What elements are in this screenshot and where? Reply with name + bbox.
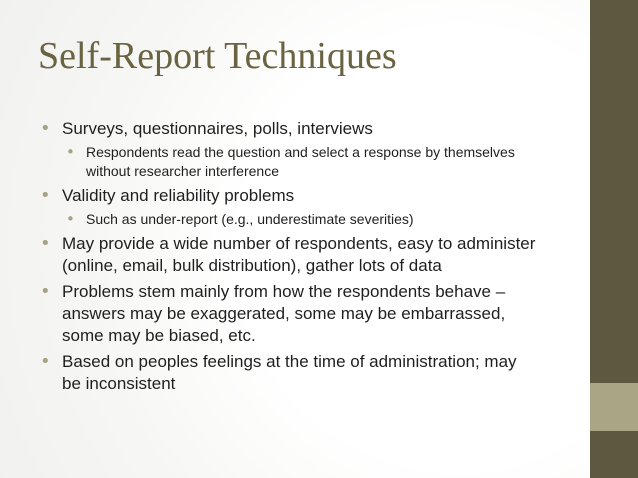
bullet-text: Problems stem mainly from how the respondents behave – answers may be exaggerated, some may be embarrassed, some may be biased, etc. [62, 282, 506, 345]
bullet-text: Validity and reliability problems [62, 186, 295, 205]
bullet-item-problems [40, 281, 540, 347]
bullet-item-respondents-wide [40, 233, 540, 277]
bullet-marker-icon: • [40, 281, 51, 302]
bullet-item-validity [40, 185, 540, 207]
slide-title: Self-Report Techniques [38, 35, 397, 77]
bullet-item-surveys [40, 118, 540, 140]
bullet-text: Surveys, questionnaires, polls, interviews [62, 119, 373, 138]
bullet-marker-icon: • [40, 351, 51, 372]
bullet-marker-icon: • [40, 185, 51, 206]
sub-bullet-item-respondents [40, 143, 540, 181]
sub-bullet-item-under-report [40, 210, 540, 229]
sub-bullet-text: Such as under-report (e.g., underestimate severities) [86, 211, 414, 227]
bullet-item-feelings [40, 351, 540, 395]
sub-bullet-marker-icon: • [66, 210, 75, 228]
bullet-list [40, 118, 540, 395]
bullet-marker-icon: • [40, 233, 51, 254]
bullet-text: Based on peoples feelings at the time of administration; may be inconsistent [62, 352, 517, 393]
sub-bullet-marker-icon: • [66, 143, 75, 161]
sub-bullet-text: Respondents read the question and select a response by themselves without researcher interference [86, 144, 515, 179]
bullet-text: May provide a wide number of respondents, easy to administer (online, email, bulk distribution), gather lots of data [62, 234, 536, 275]
sidebar-accent-block [590, 383, 638, 431]
bullet-marker-icon: • [40, 118, 51, 139]
